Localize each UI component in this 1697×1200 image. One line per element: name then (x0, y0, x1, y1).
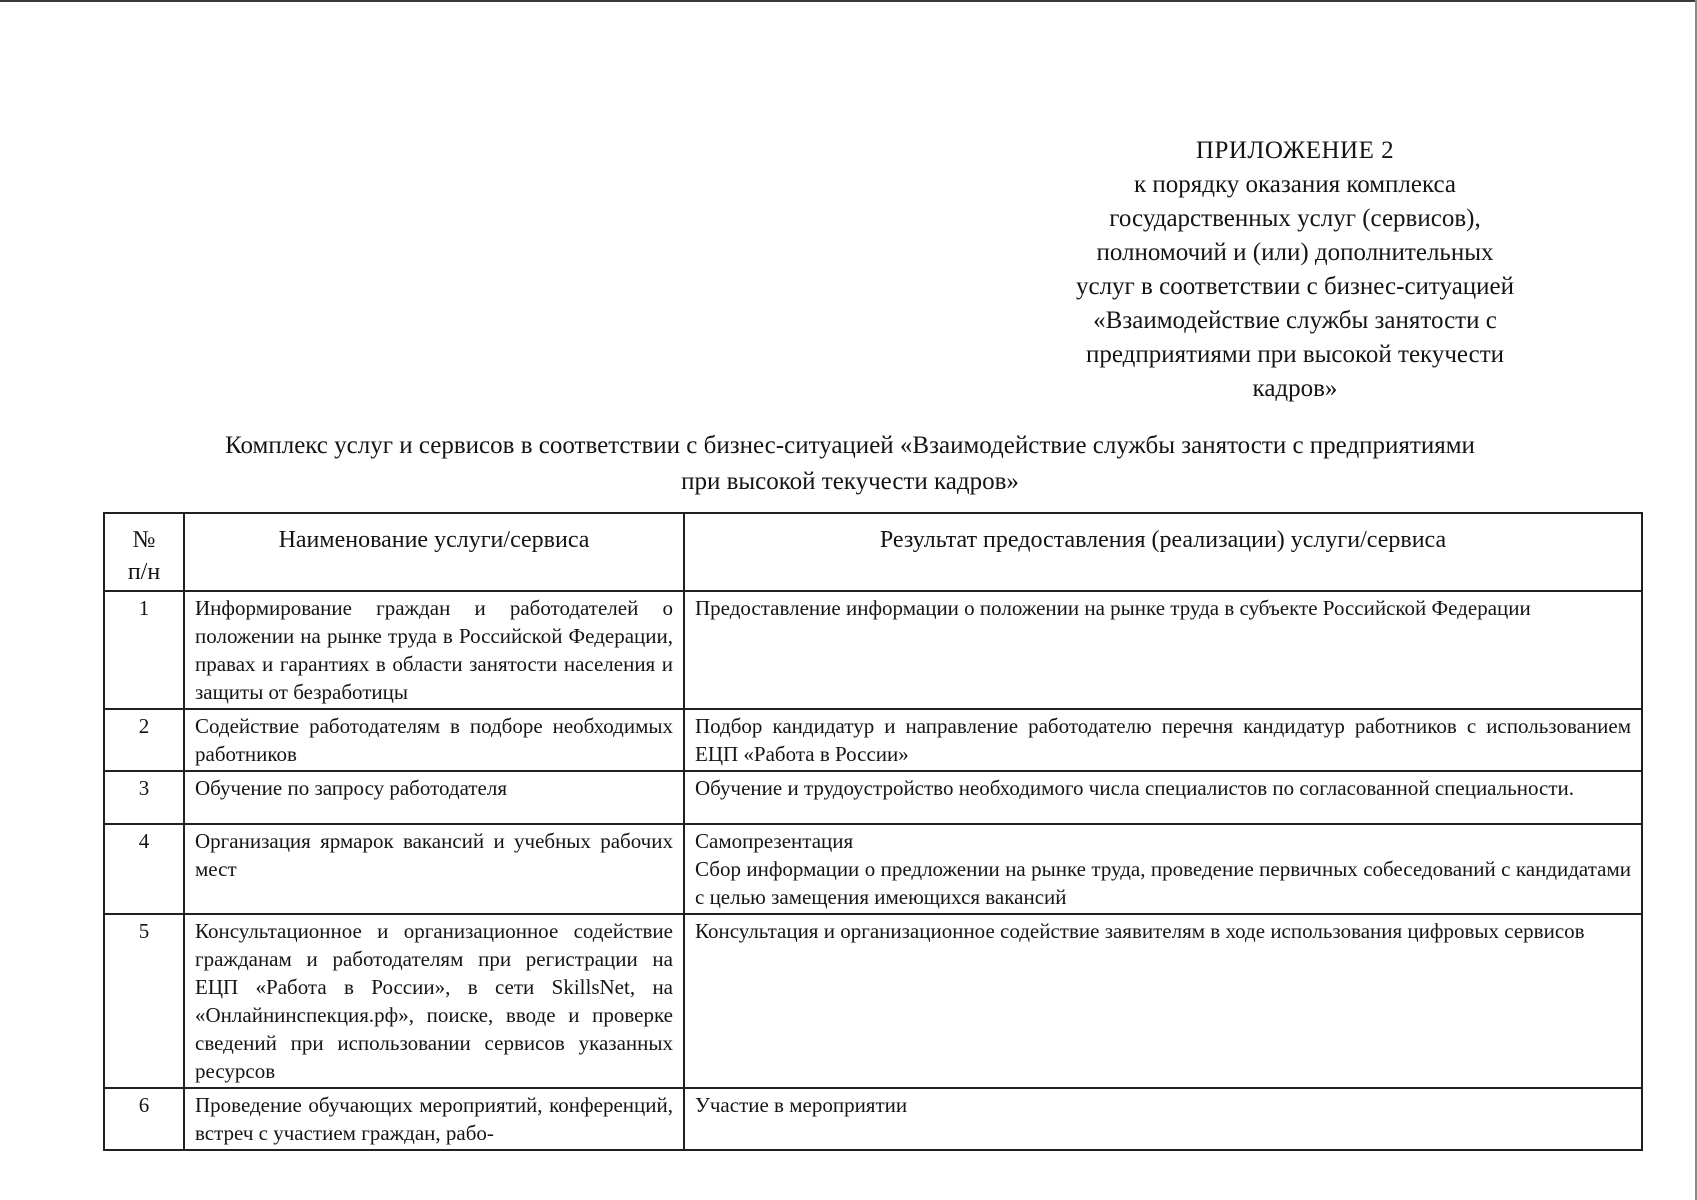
row-number: 6 (104, 1088, 184, 1150)
appendix-line: к порядку оказания комплекса (1133, 171, 1457, 198)
service-result (684, 591, 1642, 709)
header-service-result: Результат предоставления (реализации) услуги/сервиса (684, 513, 1642, 591)
service-result-line: Самопрезентация (695, 829, 854, 853)
row-number: 3 (104, 771, 184, 824)
table-row (104, 709, 1642, 771)
row-number: 1 (104, 591, 184, 709)
header-number-sign: № (132, 527, 156, 553)
table-row (104, 824, 1642, 914)
service-name: Проведение обучающих мероприятий, конференций, встреч с участием граждан, рабо- (184, 1088, 684, 1150)
appendix-line: государственных услуг (сервисов), (1109, 205, 1481, 232)
row-number: 2 (104, 709, 184, 771)
table-row (104, 771, 1642, 824)
service-name: Консультационное и организационное содействие гражданам и работодателям при регистрации на ЕЦП «Работа в России», в сети SkillsNet, на «Онлайнинспекция.рф», поиске, вводе и проверке сведений при использовании сервисов указанных ресурсов (184, 914, 684, 1088)
table-header-row (104, 513, 1642, 591)
row-number: 5 (104, 914, 184, 1088)
table-row (104, 914, 1642, 1088)
scan-edge-top (0, 0, 1697, 2)
table-row (104, 591, 1642, 709)
service-name: Организация ярмарок вакансий и учебных рабочих мест (184, 824, 684, 914)
service-name: Информирование граждан и работодателей о положении на рынке труда в Российской Федерации, правах и гарантиях в области занятости населения и защиты от безработицы (184, 591, 684, 709)
header-number (104, 513, 184, 591)
service-result (684, 824, 1642, 914)
appendix-title: ПРИЛОЖЕНИЕ 2 (1195, 137, 1395, 164)
service-result-line: Консультация и организационное содействие заявителям в ходе использования цифровых сервисов (695, 919, 1585, 943)
service-result-line: Сбор информации о предложении на рынке труда, проведение первичных собеседований с кандидатами с целью замещения имеющихся вакансий (695, 857, 1631, 909)
appendix-header (1060, 134, 1530, 406)
appendix-line: полномочий и (или) дополнительных (1096, 239, 1494, 266)
row-number: 4 (104, 824, 184, 914)
service-name: Обучение по запросу работодателя (184, 771, 684, 824)
service-result (684, 914, 1642, 1088)
appendix-line: «Взаимодействие службы занятости с (1093, 307, 1497, 334)
appendix-line: предприятиями при высокой текучести (1085, 341, 1505, 368)
header-number-abbr: п/н (127, 559, 161, 585)
header-service-name: Наименование услуги/сервиса (184, 513, 684, 591)
service-result (684, 771, 1642, 824)
services-table (103, 512, 1643, 1151)
appendix-line: кадров» (1252, 375, 1338, 402)
document-title-line: Комплекс услуг и сервисов в соответствии с бизнес-ситуацией «Взаимодействие службы занятости с предприятиями (225, 432, 1475, 459)
service-result-line: Предоставление информации о положении на рынке труда в субъекте Российской Федерации (695, 596, 1531, 620)
table-row (104, 1088, 1642, 1150)
service-result (684, 1088, 1642, 1150)
appendix-line: услуг в соответствии с бизнес-ситуацией (1075, 273, 1515, 300)
document-title-line: при высокой текучести кадров» (681, 468, 1019, 495)
service-result-line: Обучение и трудоустройство необходимого числа специалистов по согласованной специальности. (695, 776, 1574, 800)
document-title (100, 428, 1600, 500)
service-result (684, 709, 1642, 771)
service-result-line: Участие в мероприятии (695, 1093, 908, 1117)
service-name: Содействие работодателям в подборе необходимых работников (184, 709, 684, 771)
service-result-line: Подбор кандидатур и направление работодателю перечня кандидатур работников с использованием ЕЦП «Работа в России» (695, 714, 1631, 766)
